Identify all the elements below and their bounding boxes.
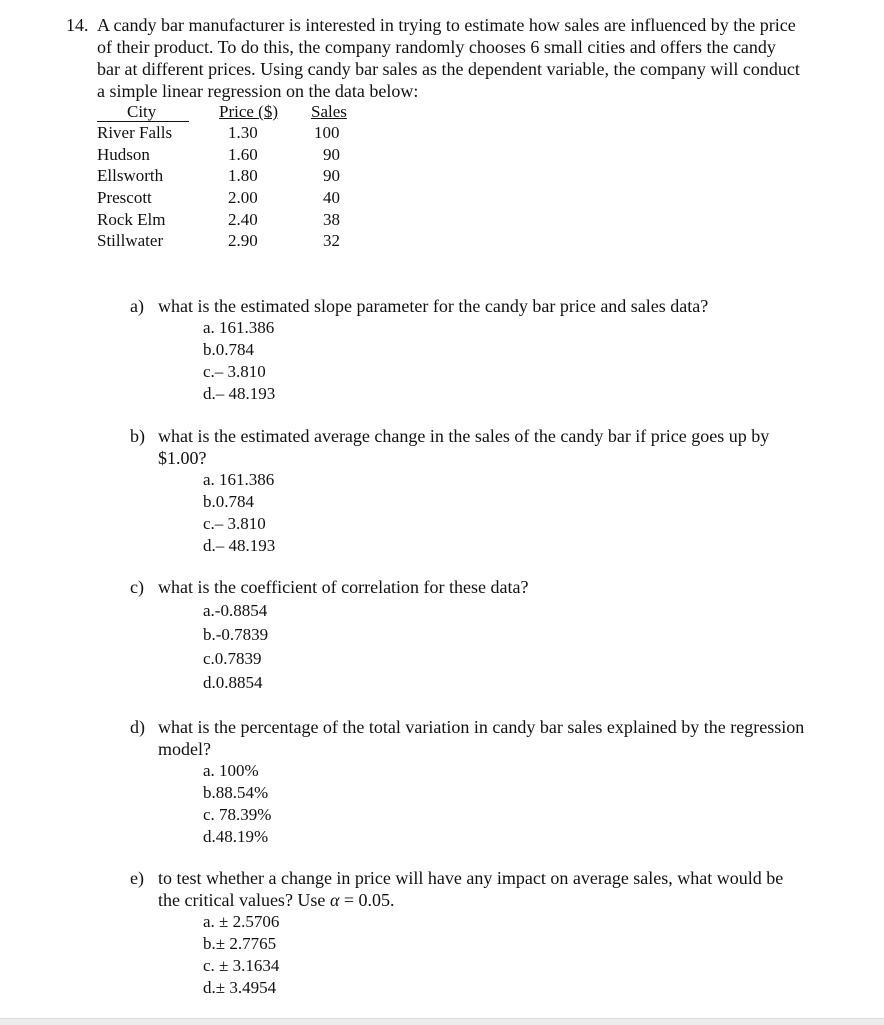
subquestion-line: $1.00? — [158, 448, 207, 468]
answer-options — [203, 599, 268, 695]
option-text: – 48.193 — [215, 384, 276, 403]
subquestion-line — [158, 889, 848, 911]
line-suffix: = 0.05. — [339, 890, 395, 910]
table-cell-city: Rock Elm — [97, 210, 166, 229]
table-cell-city: Prescott — [97, 188, 152, 207]
option-letter: d. — [203, 384, 216, 403]
table-cell-price: 1.60 — [228, 145, 258, 164]
answer-option[interactable] — [203, 911, 279, 933]
option-letter: b. — [203, 340, 216, 359]
table-cell-sales: 100 — [314, 123, 340, 142]
option-text: ± 3.1634 — [219, 956, 280, 975]
option-letter: a. — [203, 470, 215, 489]
answer-options — [203, 469, 275, 557]
answer-options — [203, 911, 279, 999]
table-header-sales: Sales — [311, 102, 347, 121]
subquestion-letter: e) — [130, 868, 144, 888]
option-text: -0.7839 — [215, 625, 269, 644]
option-letter: c. — [203, 805, 215, 824]
table-cell-sales: 90 — [323, 166, 340, 185]
subquestion-text — [158, 425, 848, 469]
table-cell-price: 1.80 — [228, 166, 258, 185]
answer-option[interactable] — [203, 804, 271, 826]
option-letter: b. — [203, 492, 216, 511]
option-text: 161.386 — [219, 470, 275, 489]
option-letter: c. — [203, 956, 215, 975]
answer-option[interactable] — [203, 671, 268, 695]
option-text: – 48.193 — [215, 536, 276, 555]
answer-option[interactable] — [203, 782, 271, 804]
answer-option[interactable] — [203, 977, 279, 999]
subquestion-line: model? — [158, 739, 211, 759]
answer-option[interactable] — [203, 383, 275, 405]
question-number: 14. — [66, 15, 89, 35]
alpha-symbol: α — [329, 890, 340, 910]
answer-option[interactable] — [203, 513, 275, 535]
answer-option[interactable] — [203, 535, 275, 557]
subquestion-letter: a) — [130, 296, 144, 316]
option-letter: b. — [203, 625, 216, 644]
table-cell-price: 2.40 — [228, 210, 258, 229]
option-letter: b. — [203, 934, 216, 953]
answer-option[interactable] — [203, 933, 279, 955]
subquestion-text — [158, 295, 848, 317]
answer-option[interactable] — [203, 955, 279, 977]
option-text: 78.39% — [219, 805, 272, 824]
option-text: 161.386 — [219, 318, 275, 337]
option-text: ± 3.4954 — [215, 978, 277, 997]
table-header-price: Price ($) — [219, 102, 279, 121]
stem-line: A candy bar manufacturer is interested in trying to estimate how sales are influenced by the price — [97, 15, 796, 35]
option-letter: d. — [203, 827, 216, 846]
subquestion-line: what is the estimated average change in the sales of the candy bar if price goes up by — [158, 426, 770, 446]
option-text: -0.8854 — [214, 601, 268, 620]
table-cell-sales: 90 — [323, 145, 340, 164]
table-header-underline — [97, 121, 189, 122]
subquestion-line: what is the estimated slope parameter for the candy bar price and sales data? — [158, 296, 709, 316]
table-cell-price: 2.90 — [228, 231, 258, 250]
answer-option[interactable] — [203, 339, 275, 361]
table-cell-city: Hudson — [97, 145, 150, 164]
option-text: 0.784 — [215, 340, 254, 359]
subquestion-line: what is the percentage of the total variation in candy bar sales explained by the regression — [158, 717, 805, 737]
answer-option[interactable] — [203, 491, 275, 513]
stem-line: bar at different prices. Using candy bar sales as the dependent variable, the company will conduct — [97, 59, 800, 79]
subquestion-letter: b) — [130, 426, 145, 446]
option-text: 0.784 — [215, 492, 254, 511]
table-cell-city: Stillwater — [97, 231, 164, 250]
option-text: 100% — [219, 761, 259, 780]
option-text: – 3.810 — [214, 514, 266, 533]
option-letter: a. — [203, 912, 215, 931]
answer-options — [203, 317, 275, 405]
table-cell-city: River Falls — [97, 123, 173, 142]
answer-option[interactable] — [203, 317, 275, 339]
option-letter: a. — [203, 761, 215, 780]
answer-option[interactable] — [203, 760, 271, 782]
option-letter: a. — [203, 318, 215, 337]
subquestion-line: what is the coefficient of correlation for these data? — [158, 577, 529, 597]
option-letter: c. — [203, 649, 215, 668]
table-cell-price: 2.00 — [228, 188, 258, 207]
option-text: ± 2.5706 — [219, 912, 280, 931]
subquestion-text — [158, 867, 848, 911]
table-cell-city: Ellsworth — [97, 166, 164, 185]
option-text: 0.8854 — [215, 673, 263, 692]
option-letter: c. — [203, 362, 215, 381]
option-letter: d. — [203, 673, 216, 692]
subquestion-text — [158, 716, 848, 760]
answer-option[interactable] — [203, 361, 275, 383]
option-text: – 3.810 — [214, 362, 266, 381]
option-text: 48.19% — [215, 827, 269, 846]
answer-option[interactable] — [203, 623, 268, 647]
table-cell-sales: 32 — [323, 231, 340, 250]
subquestion-line: to test whether a change in price will have any impact on average sales, what would be — [158, 868, 784, 888]
option-letter: c. — [203, 514, 215, 533]
table-cell-sales: 40 — [323, 188, 340, 207]
table-cell-price: 1.30 — [228, 123, 258, 142]
answer-option[interactable] — [203, 826, 271, 848]
option-text: 0.7839 — [214, 649, 262, 668]
subquestion-text — [158, 576, 848, 598]
option-letter: d. — [203, 536, 216, 555]
line-prefix: the critical values? Use — [158, 890, 330, 910]
table-header-city: City — [127, 102, 157, 121]
table-cell-sales: 38 — [323, 210, 340, 229]
option-letter: b. — [203, 783, 216, 802]
option-letter: a. — [203, 601, 215, 620]
option-letter: d. — [203, 978, 216, 997]
answer-option[interactable] — [203, 469, 275, 491]
subquestion-letter: d) — [130, 717, 145, 737]
answer-option[interactable] — [203, 647, 268, 671]
option-text: ± 2.7765 — [215, 934, 277, 953]
answer-option[interactable] — [203, 599, 268, 623]
question-stem — [97, 14, 867, 102]
stem-line: a simple linear regression on the data below: — [97, 81, 419, 101]
subquestion-letter: c) — [130, 577, 144, 597]
option-text: 88.54% — [215, 783, 269, 802]
answer-options — [203, 760, 271, 848]
stem-line: of their product. To do this, the company randomly chooses 6 small cities and offers the candy — [97, 37, 776, 57]
